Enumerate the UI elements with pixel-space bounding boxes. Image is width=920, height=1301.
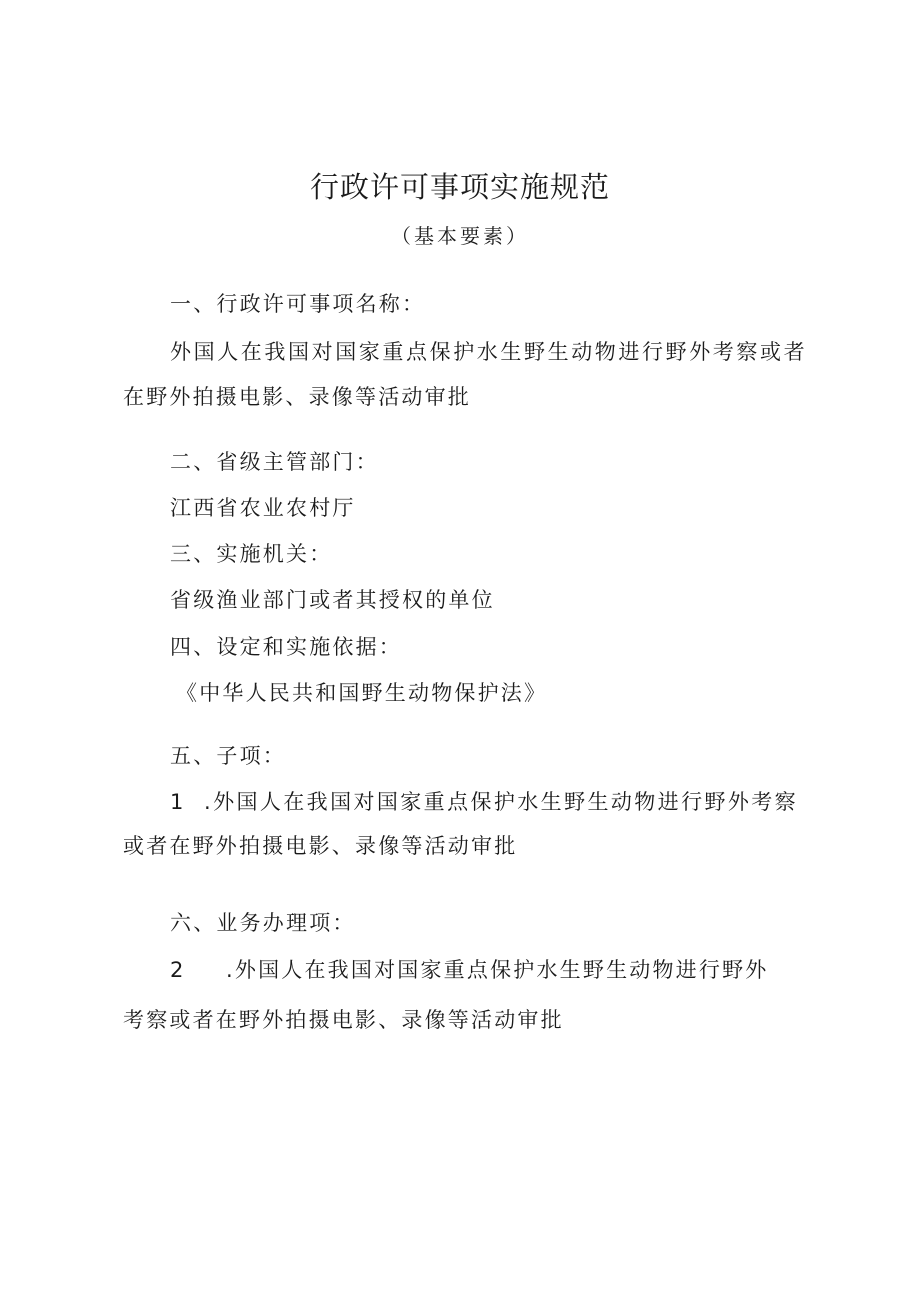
section-heading-authority: 三、实施机关：: [170, 542, 333, 566]
legal-basis-text: 《中华人民共和国野生动物保护法》: [176, 681, 548, 705]
section-heading-subitems: 五、子项：: [170, 744, 286, 768]
section-heading-item-name: 一、行政许可事项名称：: [170, 292, 426, 316]
business-item-line-1: [170, 955, 768, 985]
document-title: 行政许可事项实施规范: [309, 170, 610, 204]
document-subtitle: （基本要素）: [391, 224, 529, 248]
section-heading-business-items: 六、业务办理项：: [170, 911, 356, 935]
section-heading-legal-basis: 四、设定和实施依据：: [170, 635, 402, 659]
business-item-number: 2: [170, 958, 184, 982]
item-name-line-2: 在野外拍摄电影、录像等活动审批: [123, 385, 471, 409]
item-name-line-1: 外国人在我国对国家重点保护水生野生动物进行野外考察或者: [170, 340, 808, 364]
subitem-line-1: [170, 787, 798, 817]
subitem-number: 1: [170, 790, 184, 814]
business-item-text-line-1: .外国人在我国对国家重点保护水生野生动物进行野外: [226, 958, 769, 982]
department-text: 江西省农业农村厅: [170, 496, 356, 520]
subitem-line-2: 或者在野外拍摄电影、录像等活动审批: [123, 834, 518, 858]
subitem-text-line-1: .外国人在我国对国家重点保护水生野生动物进行野外考察: [204, 790, 799, 814]
authority-text: 省级渔业部门或者其授权的单位: [170, 588, 495, 612]
section-heading-department: 二、省级主管部门：: [170, 450, 379, 474]
business-item-line-2: 考察或者在野外拍摄电影、录像等活动审批: [123, 1008, 564, 1032]
